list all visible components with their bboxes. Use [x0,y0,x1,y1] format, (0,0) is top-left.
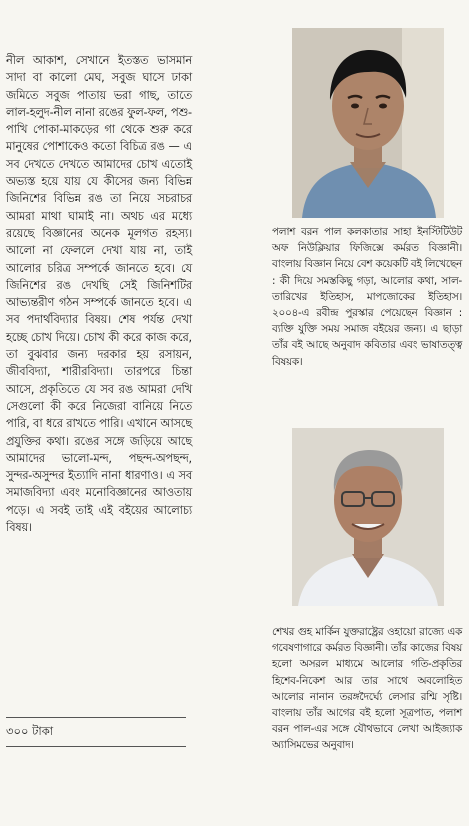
author2-photo [292,428,444,606]
author2-bio: শেখর গুহ মার্কিন যুক্তরাষ্ট্রের ওহায়ো রাজ্যে এক গবেষণাগারে কর্মরত বিজ্ঞানী। তাঁর কাজের বিষয় হলো অসরল মাধ্যমে আলোর গতি-প্রকৃতির হিশেব-নিকেশ আর তার সাথে অবলোহিত আলোর নানান তরঙ্গদৈর্ঘ্যে লেসার রশ্মি সৃষ্টি। বাংলায় তাঁর আগের বই হলো সূত্রপাত, পলাশ বরন পাল-এর সঙ্গে যৌথভাবে লেখা আইজ্যাক অ্যাসিমভের অনুবাদ। [272,626,466,752]
price-label: ৩০০ টাকা [6,724,54,738]
author1-photo [292,28,444,218]
price-bottom-rule [6,746,186,747]
price-block [6,717,186,747]
book-description: নীল আকাশ, সেখানে ইতস্তত ভাসমান সাদা বা কালো মেঘ, সবুজ ঘাসে ঢাকা জমিতে সবুজ পাতায় ভরা গাছ, তাতে লাল-হলুদ-নীল নানা রঙের ফুল-ফল, পশু-পাখি পোকা-মাকড়ের গা থেকে শুরু করে মানুষের পোশাকেও কতো বিচিত্র রঙ — এ সব দেখতে দেখতে আমাদের চোখ এতোই অভ্যস্ত হয়ে যায় যে কীসের জন্য বিভিন্ন জিনিশের বিভিন্ন রঙ তা নিয়ে সচরাচর আমরা মাথা ঘামাই না। অথচ এর মধ্যে রয়েছে বিজ্ঞানের অনেক মূলগত রহস্য। আলো না ফেললে দেখা যায় না, তাই আলোর চরিত্র সম্পর্কে জানতে হবে। যে জিনিশের রঙ দেখছি সেই জিনিশটির আভ্যন্তরীণ গঠন সম্পর্কে জানতে হবে। এ সব পদার্থবিদ্যার বিষয়। শেষ পর্যন্ত দেখা হচ্ছে চোখ দিয়ে। চোখ কী করে কাজ করে, তা বুঝবার জন্য দরকার হয় রসায়ন, জীববিদ্যা, শারীরবিদ্যা। তারপরে চিন্তা আসে, প্রকৃতিতে যে সব রঙ আমরা দেখি সেগুলো কী করে নিজেরা বানিয়ে নিতে পারি, বা ধরে রাখতে পারি। এখানে আসছে প্রযুক্তির কথা। রঙের সঙ্গে জড়িয়ে আছে আমাদের ভালো-মন্দ, পছন্দ-অপছন্দ, সুন্দর-অসুন্দর ইত্যাদি নানা ধারণাও। এ সব সমাজবিদ্যা এবং মনোবিজ্ঞানের আওতায় পড়ে। এ সবই তাই এই বইয়ের আলোচ্য বিষয়। [6,54,196,535]
author1-bio: পলাশ বরন পাল কলকাতার সাহা ইনস্টিটিউট অফ নিউক্লিয়ার ফিজিক্সে কর্মরত বিজ্ঞানী। বাংলায় বিজ্ঞান নিয়ে বেশ কয়েকটি বই লিখেছেন : কী দিয়ে সমস্তকিছু গড়া, আলোর কথা, সাল-তারিখের ইতিহাস, মাপজোকের ইতিহাস। ২০০৪-এ রবীন্দ্র পুরস্কার পেয়েছেন বিজ্ঞান : ব্যক্তি যুক্তি সময় সমাজ বইয়ের জন্য। এ ছাড়া তাঁর বই আছে অনুবাদ কবিতার এবং ভাষাতত্ত্ব বিষয়ক। [272,226,466,368]
author1-portrait-icon [292,28,444,218]
author2-portrait-icon [292,428,444,606]
